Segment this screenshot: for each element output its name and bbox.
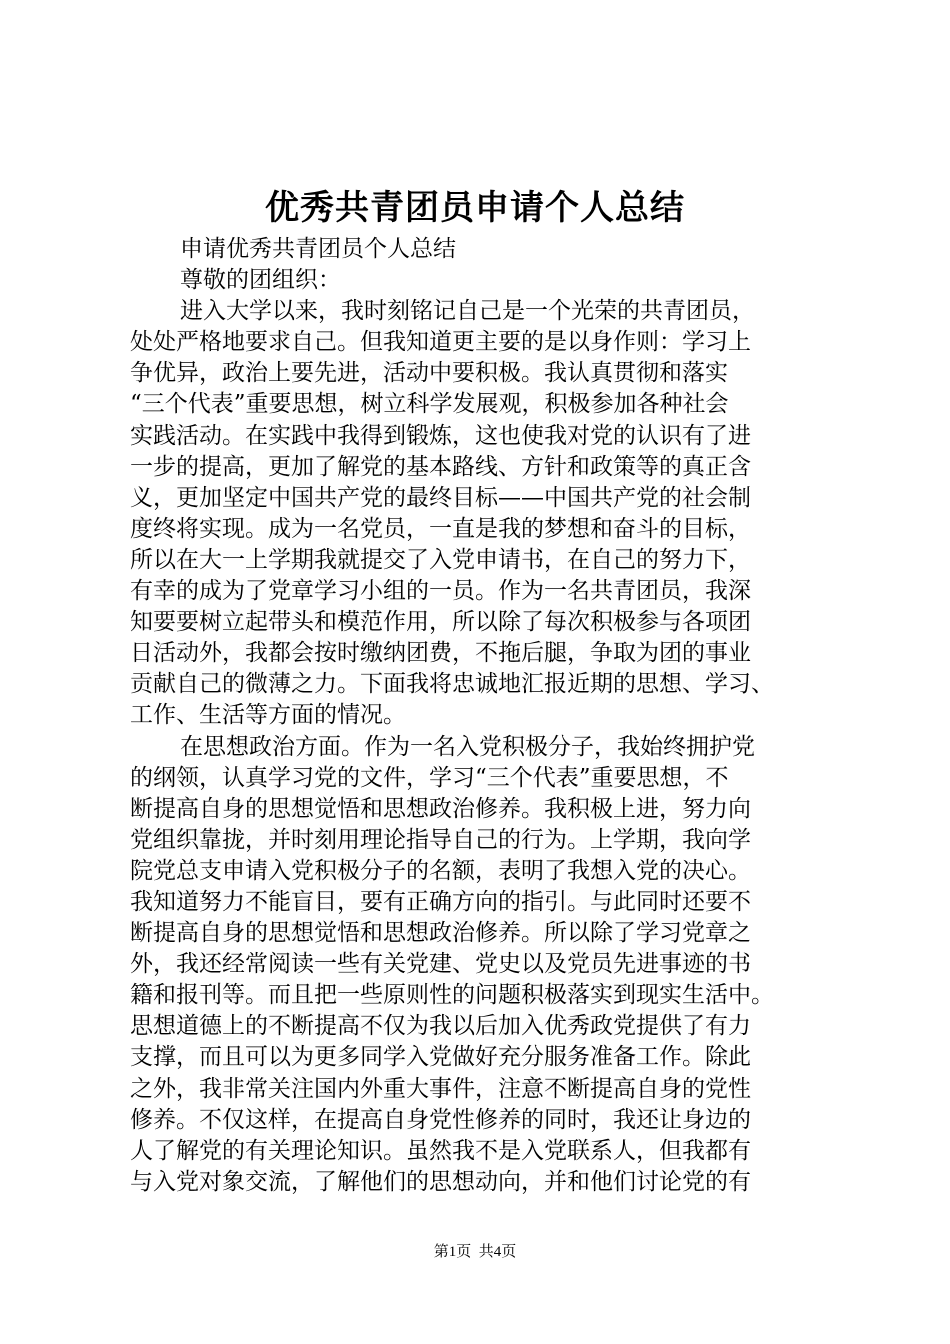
- body-line: 修养。不仅这样，在提高自身党性修养的同时，我还让身边的: [130, 1106, 751, 1133]
- body-line: 院党总支申请入党积极分子的名额，表明了我想入党的决心。: [130, 857, 751, 884]
- body-line: 与入党对象交流，了解他们的思想动向，并和他们讨论党的有: [130, 1168, 751, 1195]
- body-line: 进入大学以来，我时刻铭记自己是一个光荣的共青团员，: [180, 298, 755, 325]
- body-line: 贡献自己的微薄之力。下面我将忠诚地汇报近期的思想、学习、: [130, 671, 774, 698]
- page-number: 第1页 共4页: [433, 1244, 517, 1260]
- body-line: 有幸的成为了党章学习小组的一员。作为一名共青团员，我深: [130, 578, 751, 605]
- body-line: 断提高自身的思想觉悟和思想政治修养。我积极上进，努力向: [130, 795, 751, 822]
- body-line: 我知道努力不能盲目，要有正确方向的指引。与此同时还要不: [130, 888, 751, 915]
- body-line: 思想道德上的不断提高不仅为我以后加入优秀政党提供了有力: [130, 1013, 751, 1040]
- body-line: 申请优秀共青团员个人总结: [180, 236, 456, 262]
- body-line: 断提高自身的思想觉悟和思想政治修养。所以除了学习党章之: [130, 920, 751, 947]
- body-line: 度终将实现。成为一名党员，一直是我的梦想和奋斗的目标，: [130, 515, 751, 542]
- body-line: 在思想政治方面。作为一名入党积极分子，我始终拥护党: [180, 733, 755, 760]
- body-line: 之外，我非常关注国内外重大事件，注意不断提高自身的党性: [130, 1075, 751, 1102]
- body-line: 尊敬的团组织：: [180, 267, 341, 294]
- body-line: “三个代表”重要思想，树立科学发展观，积极参加各种社会: [130, 391, 729, 418]
- body-line: 人了解党的有关理论知识。虽然我不是入党联系人，但我都有: [130, 1137, 751, 1164]
- body-line: 党组织靠拢，并时刻用理论指导自己的行为。上学期，我向学: [130, 826, 751, 853]
- body-line: 的纲领，认真学习党的文件，学习“三个代表”重要思想，不: [130, 764, 729, 791]
- body-line: 争优异，政治上要先进，活动中要积极。我认真贯彻和落实: [130, 360, 728, 387]
- page-footer: [0, 1240, 950, 1261]
- body-line: 义，更加坚定中国共产党的最终目标——中国共产党的社会制: [130, 484, 751, 511]
- body-line: 处处严格地要求自己。但我知道更主要的是以身作则：学习上: [130, 329, 751, 356]
- body-line: 实践活动。在实践中我得到锻炼，这也使我对党的认识有了进: [130, 422, 751, 449]
- body-line: 工作、生活等方面的情况。: [130, 702, 406, 729]
- body-line: 支撑，而且可以为更多同学入党做好充分服务准备工作。除此: [130, 1044, 751, 1071]
- body-line: 籍和报刊等。而且把一些原则性的问题积极落实到现实生活中。: [130, 982, 774, 1009]
- document-body: [130, 234, 830, 1198]
- document-title: 优秀共青团员申请个人总结: [265, 188, 685, 228]
- body-line: 日活动外，我都会按时缴纳团费，不拖后腿，争取为团的事业: [130, 640, 751, 667]
- body-line: 外，我还经常阅读一些有关党建、党史以及党员先进事迹的书: [130, 951, 751, 978]
- body-line: 知要要树立起带头和模范作用，所以除了每次积极参与各项团: [130, 609, 751, 636]
- body-line: 一步的提高，更加了解党的基本路线、方针和政策等的真正含: [130, 453, 751, 480]
- body-line: 所以在大一上学期我就提交了入党申请书，在自己的努力下，: [130, 546, 751, 573]
